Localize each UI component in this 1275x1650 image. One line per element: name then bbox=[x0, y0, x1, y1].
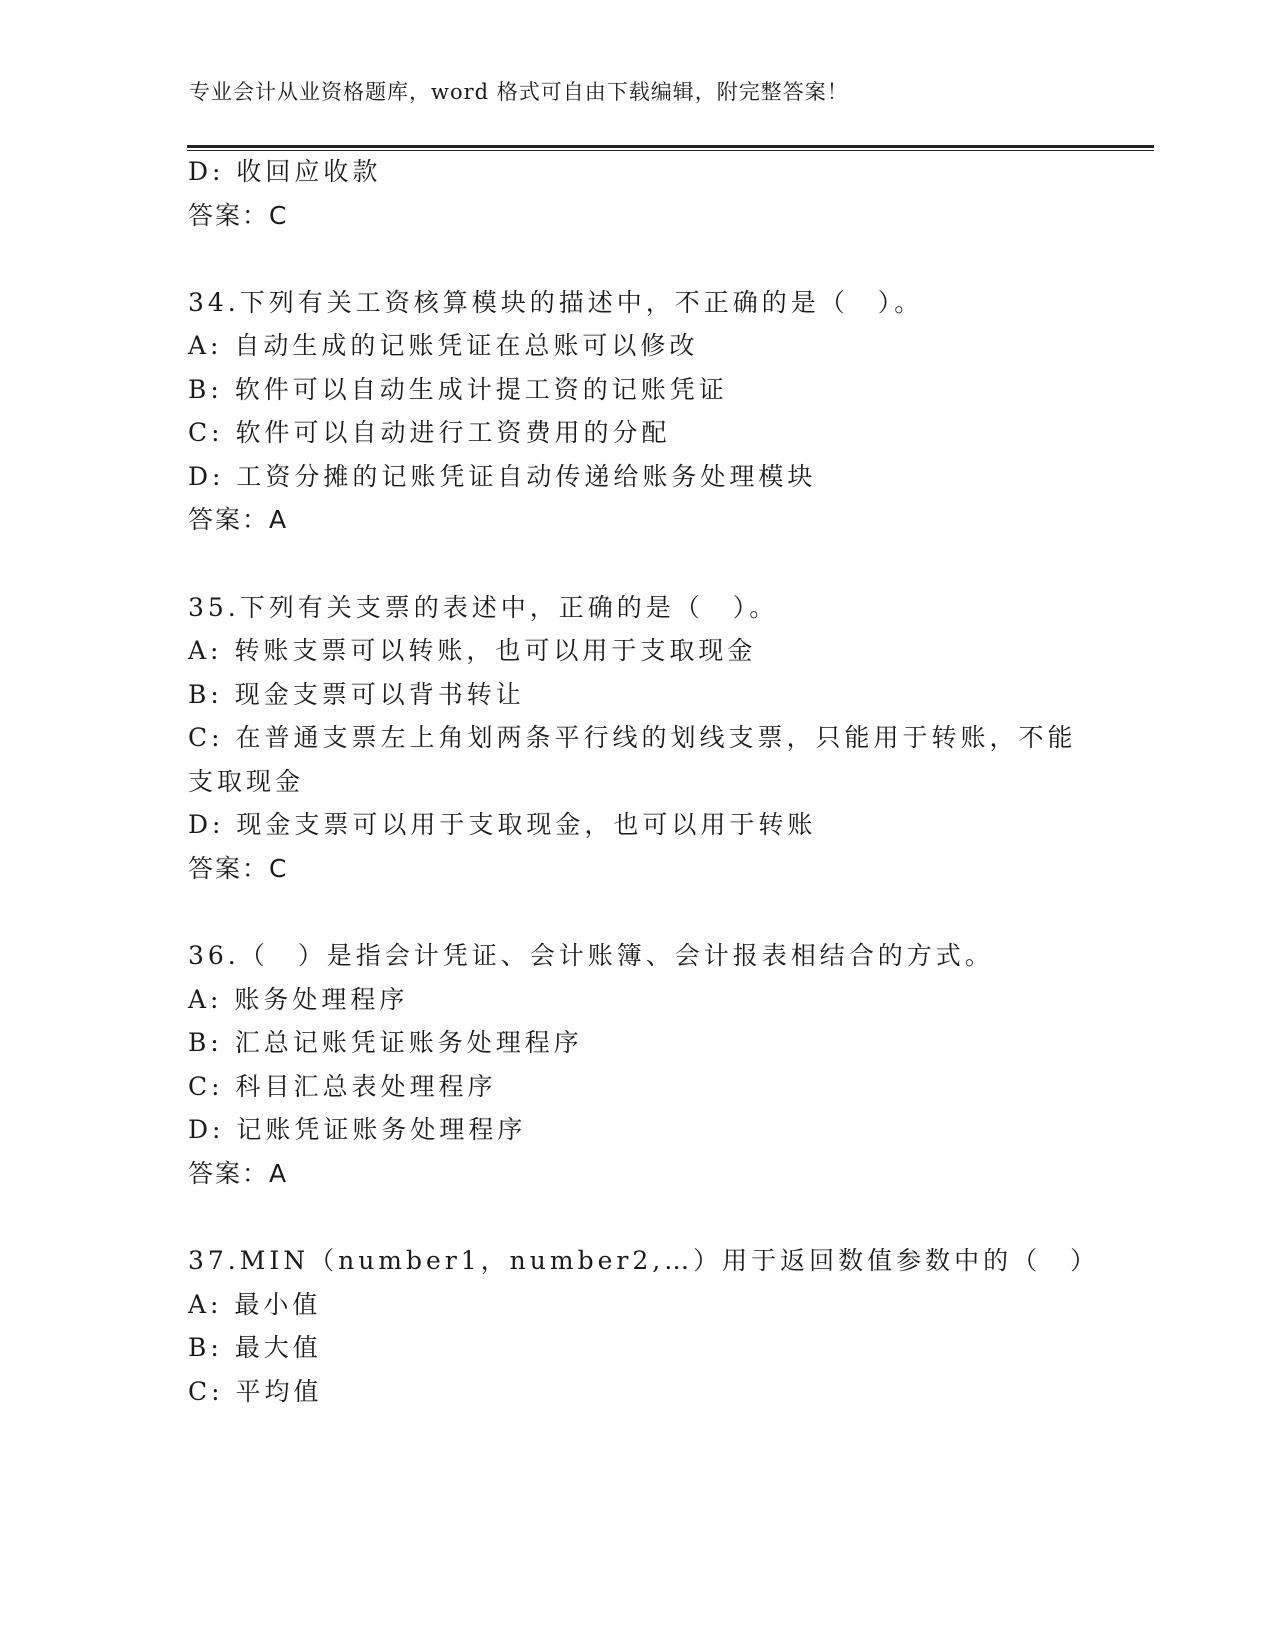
q36-answer: 答案：A bbox=[188, 1159, 289, 1188]
q34-stem: 34.下列有关工资核算模块的描述中，不正确的是（ ）。 bbox=[188, 288, 924, 317]
prev-answer: 答案：C bbox=[188, 201, 289, 230]
q35-option-c-continued: 支取现金 bbox=[188, 767, 305, 796]
q37-option-c: C: 平均值 bbox=[188, 1377, 323, 1406]
q35-answer: 答案：C bbox=[188, 854, 289, 883]
q35-option-c: C: 在普通支票左上角划两条平行线的划线支票，只能用于转账，不能 bbox=[188, 723, 1077, 752]
q36-stem: 36.（ ）是指会计凭证、会计账簿、会计报表相结合的方式。 bbox=[188, 941, 994, 970]
q35-stem: 35.下列有关支票的表述中，正确的是（ ）。 bbox=[188, 593, 779, 622]
q34-option-b: B: 软件可以自动生成计提工资的记账凭证 bbox=[188, 375, 728, 404]
q35-option-a: A: 转账支票可以转账，也可以用于支取现金 bbox=[188, 636, 757, 665]
q34-option-a: A: 自动生成的记账凭证在总账可以修改 bbox=[188, 331, 699, 360]
q37-stem: 37.MIN（number1，number2,…）用于返回数值参数中的（ ） bbox=[188, 1246, 1100, 1275]
header-note: 专业会计从业资格题库，word 格式可自由下载编辑，附完整答案！ bbox=[189, 80, 849, 104]
q34-option-c: C: 软件可以自动进行工资费用的分配 bbox=[188, 418, 671, 447]
header-divider bbox=[187, 145, 1154, 151]
q34-answer: 答案：A bbox=[188, 505, 289, 534]
q36-option-d: D: 记账凭证账务处理程序 bbox=[188, 1115, 527, 1144]
q37-option-b: B: 最大值 bbox=[188, 1333, 322, 1362]
q36-option-b: B: 汇总记账凭证账务处理程序 bbox=[188, 1028, 583, 1057]
prev-option-d: D: 收回应收款 bbox=[188, 157, 382, 186]
q34-option-d: D: 工资分摊的记账凭证自动传递给账务处理模块 bbox=[188, 462, 817, 491]
q35-option-b: B: 现金支票可以背书转让 bbox=[188, 680, 525, 709]
q36-option-c: C: 科目汇总表处理程序 bbox=[188, 1072, 497, 1101]
q36-option-a: A: 账务处理程序 bbox=[188, 985, 409, 1014]
q37-option-a: A: 最小值 bbox=[188, 1290, 322, 1319]
q35-option-d: D: 现金支票可以用于支取现金，也可以用于转账 bbox=[188, 810, 817, 839]
